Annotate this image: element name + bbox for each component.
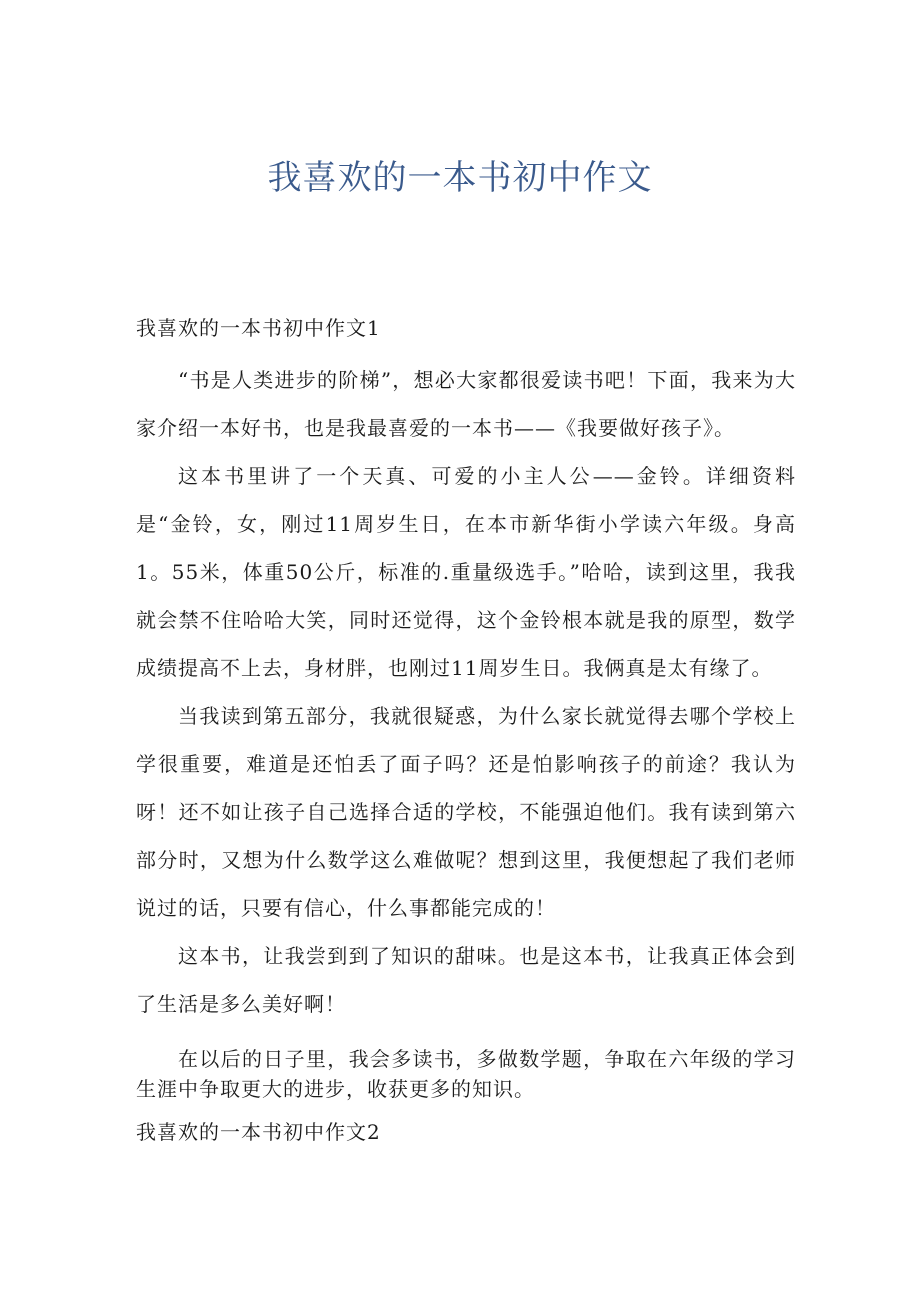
document-body: [136, 312, 796, 1148]
essay-1-paragraph-3: 当我读到第五部分，我就很疑惑，为什么家长就觉得去哪个学校上学很重要，难道是还怕丢了面子吗？还是怕影响孩子的前途？我认为呀！还不如让孩子自己选择合适的学校，不能强迫他们。我有读到第六部分时，又想为什么数学这么难做呢？想到这里，我便想起了我们老师说过的话，只要有信心，什么事都能完成的！: [136, 704, 796, 920]
essay-1-paragraph-2: 这本书里讲了一个天真、可爱的小主人公——金铃。详细资料是“金铃，女，刚过11周岁生日，在本市新华街小学读六年级。身高1。55米，体重50公斤，标准的.重量级选手。”哈哈，读到这里，我我就会禁不住哈哈大笑，同时还觉得，这个金铃根本就是我的原型，数学成绩提高不上去，身材胖，也刚过11周岁生日。我俩真是太有缘了。: [136, 464, 796, 680]
document-title: 我喜欢的一本书初中作文: [267, 158, 653, 198]
essay-1-paragraph-5: 在以后的日子里，我会多读书，多做数学题，争取在六年级的学习生涯中争取更大的进步，收获更多的知识。: [136, 1047, 796, 1101]
essay-1-paragraph-4: 这本书，让我尝到到了知识的甜味。也是这本书，让我真正体会到了生活是多么美好啊！: [136, 944, 796, 1016]
essay-2-heading: 我喜欢的一本书初中作文2: [136, 1120, 381, 1144]
essay-1-heading: 我喜欢的一本书初中作文1: [136, 316, 381, 340]
essay-1-paragraph-1: “书是人类进步的阶梯”，想必大家都很爱读书吧！下面，我来为大家介绍一本好书，也是我最喜爱的一本书——《我要做好孩子》。: [136, 368, 796, 440]
